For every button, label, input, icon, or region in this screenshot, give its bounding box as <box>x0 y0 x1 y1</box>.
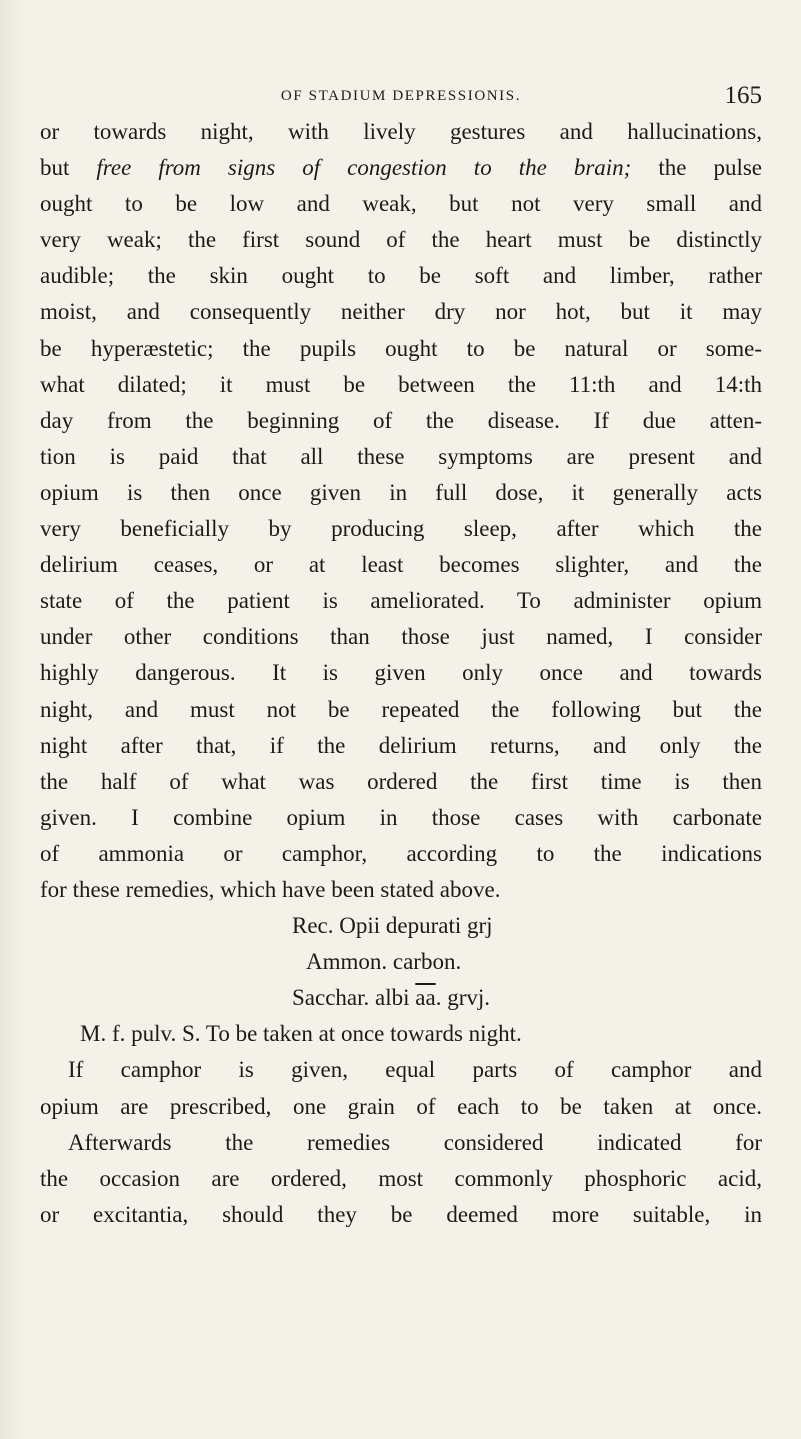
text-line: tion is paid that all these symptoms are present and <box>40 443 762 469</box>
text-line: given. I combine opium in those cases with carbonate <box>40 804 762 830</box>
text-line: night after that, if the delirium returns, and only the <box>40 732 762 758</box>
text-line <box>40 150 762 186</box>
prescription-line: Rec. Opii depurati grj <box>292 913 493 939</box>
text-line: the occasion are ordered, most commonly phosphoric acid, <box>40 1165 762 1191</box>
text-line: very weak; the first sound of the heart must be distinctly <box>40 227 762 253</box>
text-line: night, and must not be repeated the following but the <box>40 696 762 722</box>
text-line: If camphor is given, equal parts of camphor and <box>68 1057 762 1083</box>
text-line: of ammonia or camphor, according to the indications <box>40 840 762 866</box>
text-line: opium is then once given in full dose, it generally acts <box>40 479 762 505</box>
text-segment: but <box>40 155 97 181</box>
running-head: OF STADIUM DEPRESSIONIS. <box>280 88 522 104</box>
text-line: moist, and consequently neither dry nor hot, but it may <box>40 299 762 325</box>
page-number: 165 <box>724 82 762 109</box>
body-text <box>40 114 762 1233</box>
text-line: be hyperæstetic; the pupils ought to be natural or some- <box>40 335 762 361</box>
text-line: day from the beginning of the disease. If due atten- <box>40 407 762 433</box>
page-edge-shadow <box>0 0 26 1439</box>
text-segment: the pulse <box>631 155 762 181</box>
text-segment: . grvj. <box>435 985 490 1011</box>
overlined-abbreviation: $\overline{aa}$ <box>415 985 436 1011</box>
text-line: ought to be low and weak, but not very small and <box>40 191 762 217</box>
prescription-signature-line: M. f. pulv. S. To be taken at once towards night. <box>80 1021 522 1047</box>
text-line: audible; the skin ought to be soft and limber, rather <box>40 263 762 289</box>
text-line: what dilated; it must be between the 11:th and 14:th <box>40 371 762 397</box>
text-line: or towards night, with lively gestures and hallucinations, <box>40 119 762 144</box>
text-line: delirium ceases, or at least becomes slighter, and the <box>40 552 762 578</box>
text-line: opium are prescribed, one grain of each to be taken at once. <box>40 1093 762 1119</box>
text-line: state of the patient is ameliorated. To administer opium <box>40 588 762 614</box>
text-line: under other conditions than those just named, I consider <box>40 624 762 650</box>
text-line: highly dangerous. It is given only once and towards <box>40 660 762 686</box>
book-page <box>40 78 762 1233</box>
page-header <box>40 78 762 114</box>
prescription-line: Ammon. carbon. <box>306 949 462 975</box>
text-line: Afterwards the remedies considered indicated for <box>68 1129 762 1155</box>
prescription-line <box>40 980 762 1016</box>
text-line: very beneficially by producing sleep, after which the <box>40 516 762 542</box>
text-line: for these remedies, which have been stated above. <box>40 876 501 902</box>
italic-phrase: free from signs of congestion to the brain; <box>96 155 632 181</box>
text-line: or excitantia, should they be deemed more suitable, in <box>40 1201 762 1227</box>
text-segment: Sacchar. albi <box>292 985 416 1011</box>
text-line: the half of what was ordered the first time is then <box>40 768 762 794</box>
